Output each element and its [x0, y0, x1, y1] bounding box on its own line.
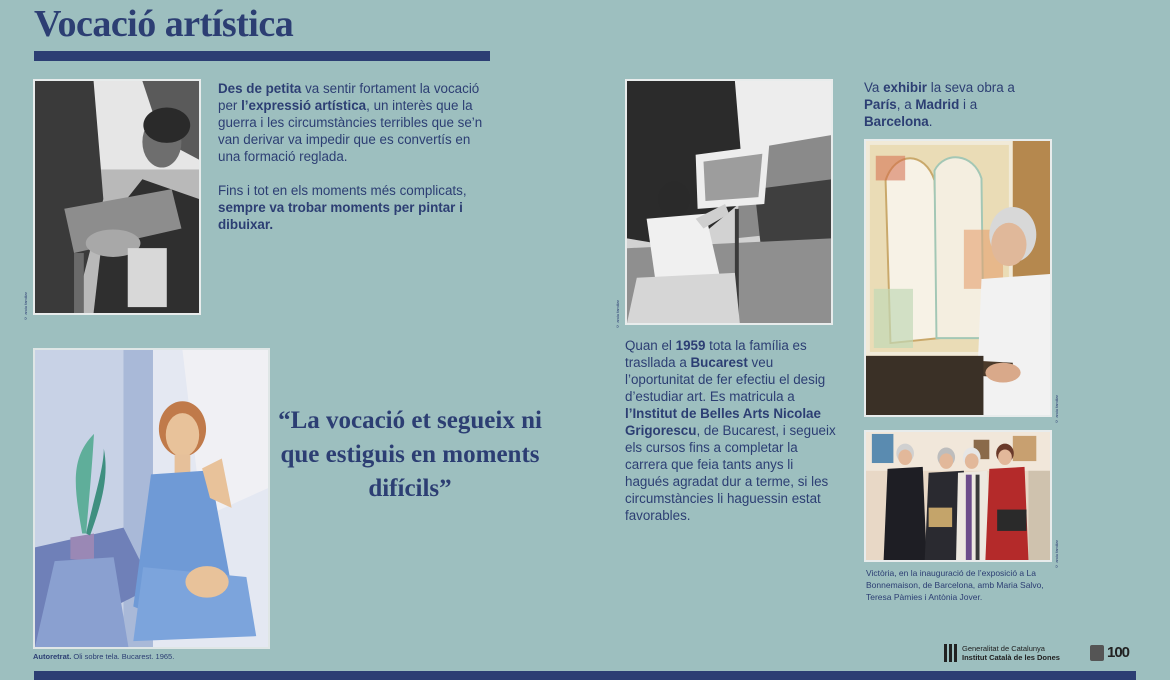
exhibition-paragraph [864, 79, 1044, 130]
pull-quote: “La vocació et segueix ni que estiguis en moments difícils” [278, 407, 542, 502]
centenary-number: 100 [1107, 644, 1130, 661]
exhibition-paragraph-run: Madrid [915, 97, 960, 112]
photo-credit: © arxiu familiar [23, 292, 28, 321]
bottom-bar [34, 671, 1136, 680]
title-underline [34, 51, 490, 61]
exhibition-text-block [864, 79, 1044, 130]
centenary-badge-icon [1090, 645, 1104, 661]
intro-text-block [218, 80, 486, 233]
photo-credit: © arxiu familiar [1054, 395, 1059, 424]
photo-artist-at-canvas [864, 139, 1052, 417]
bucharest-paragraph [625, 337, 837, 524]
generalitat-logo [944, 644, 1060, 662]
group-photo-caption: Victòria, en la inauguració de l’exposició a La Bonnemaison, de Barcelona, amb Maria Salvo, Teresa Pàmies i Antònia Jover. [866, 568, 1044, 602]
generalitat-line1: Generalitat de Catalunya [962, 644, 1045, 653]
generalitat-stripes-icon [944, 644, 958, 662]
intro-paragraph-2-run: sempre va trobar moments per pintar i dibuixar. [218, 200, 463, 232]
exhibition-paragraph-run: , a [896, 97, 916, 112]
generalitat-line2: Institut Català de les Dones [962, 653, 1060, 662]
bucharest-text-block [625, 337, 837, 524]
bucharest-paragraph-run: Quan el [625, 338, 676, 353]
intro-paragraph-1-run: Des de petita [218, 81, 302, 96]
photo-young-woman [33, 79, 201, 315]
caption-details: Oli sobre tela. Bucarest. 1965. [71, 652, 175, 661]
centenary-logo [1090, 644, 1129, 661]
exhibition-paragraph-run: i a [959, 97, 978, 112]
page-title: Vocació artística [34, 3, 294, 45]
caption-title: Autoretrat. [33, 652, 72, 661]
exhibition-paragraph-run: . [928, 114, 933, 129]
photo-credit: © arxiu familiar [1054, 540, 1059, 569]
intro-paragraph-1-run: , un interès que la guerra i les circumstàncies terribles que se’n van derivar va impedir que es convertís en una formació reglada. [218, 98, 483, 164]
intro-paragraph-1-run: va sentir fortament la vocació per [218, 81, 480, 113]
bucharest-paragraph-run: 1959 [675, 338, 706, 353]
intro-paragraph-2-run: Fins i tot en els moments més complicats, [218, 183, 467, 198]
photo-credit: © arxiu familiar [615, 300, 620, 329]
intro-paragraph-1-run: l’expressió artística [241, 98, 367, 113]
bucharest-paragraph-run: tota la família es trasllada a [625, 338, 807, 370]
self-portrait-painting [33, 348, 270, 649]
exhibition-paragraph-run: la seva obra a [927, 80, 1015, 95]
photo-exhibition-group [864, 430, 1052, 562]
photo-painting-outdoors [625, 79, 833, 325]
self-portrait-caption [33, 651, 333, 663]
exhibition-paragraph-run: París [864, 97, 897, 112]
intro-paragraph-1 [218, 80, 486, 165]
intro-paragraph-2 [218, 182, 486, 233]
bucharest-paragraph-run: Bucarest [690, 355, 748, 370]
bucharest-paragraph-run: , de Bucarest, i segueix els cursos fins a completar la carrera que feia tants anys li hagués agradat dur a terme, si les circumstàncies li haguessin estat favorables. [625, 423, 836, 523]
exhibition-paragraph-run: Va [864, 80, 884, 95]
bucharest-paragraph-run: l’Institut de Belles Arts Nicolae Grigorescu [625, 406, 821, 438]
exhibition-paragraph-run: exhibir [883, 80, 928, 95]
exhibition-paragraph-run: Barcelona [864, 114, 929, 129]
bucharest-paragraph-run: veu l’oportunitat de fer efectiu el desig d’estudiar art. Es matricula a [625, 355, 826, 404]
